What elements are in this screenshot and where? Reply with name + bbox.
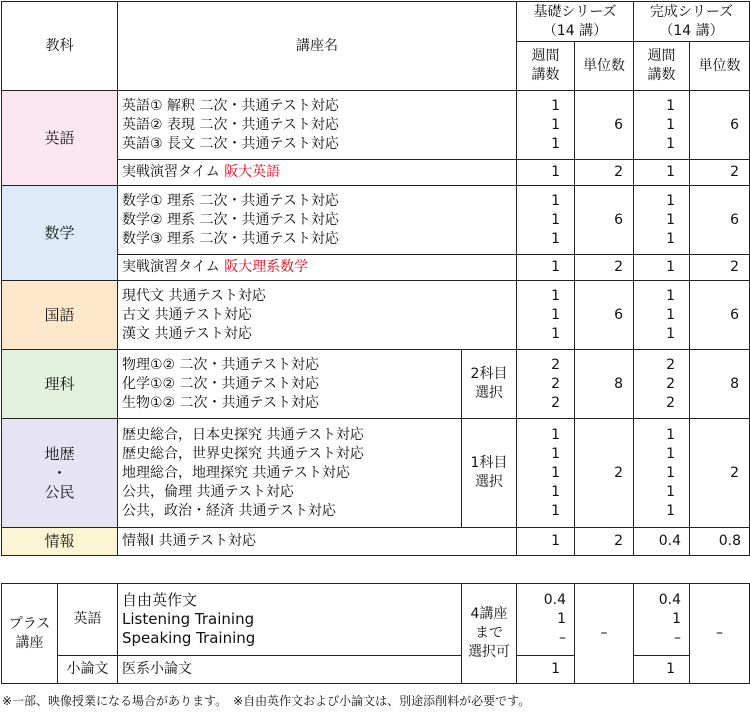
weekly-value: 1 <box>551 325 560 342</box>
weekly-value: 1 <box>551 230 560 247</box>
weekly-value: 1 <box>551 116 560 133</box>
course-item: 現代文 共通テスト対応 <box>122 287 266 304</box>
course-item: 自由英作文 <box>122 591 198 609</box>
weekly-value: 1 <box>551 445 560 462</box>
plus-basic-units: – <box>575 584 634 684</box>
course-item: 生物①② 二次・共通テスト対応 <box>122 394 319 411</box>
selection-line: 選択可 <box>468 644 510 660</box>
weekly-value: 2 <box>666 394 675 411</box>
selection-line: 1科目 <box>470 455 508 471</box>
math-practice-course <box>118 255 517 281</box>
weekly-value: – <box>559 630 566 646</box>
english-complete-weekly <box>634 91 690 160</box>
selection-line: 2科目 <box>470 366 508 382</box>
weekly-value: 1 <box>666 135 675 152</box>
math-practice-complete-weekly: 1 <box>634 255 690 281</box>
math-practice-basic-weekly: 1 <box>517 255 575 281</box>
plus-english-row <box>2 584 750 656</box>
plus-essay-row <box>2 656 750 684</box>
japanese-row <box>2 281 750 350</box>
plus-complete-weekly <box>634 584 690 656</box>
weekly-value: 2 <box>551 356 560 373</box>
selection-line: 4講座 <box>470 606 508 622</box>
plus-essay-basic-weekly: 1 <box>517 656 575 684</box>
info-basic-units: 2 <box>575 528 634 556</box>
english-basic-weekly <box>517 91 575 160</box>
course-item: 英語③ 長文 二次・共通テスト対応 <box>122 135 339 152</box>
header-complete-units: 単位数 <box>690 42 750 91</box>
social-row <box>2 419 750 528</box>
plus-course-table <box>1 583 750 684</box>
course-item: 英語① 解釈 二次・共通テスト対応 <box>122 97 339 114</box>
weekly-value: 1 <box>551 135 560 152</box>
english-courses <box>118 91 517 160</box>
social-complete-units: 2 <box>690 419 750 528</box>
plus-label-line: プラス <box>8 615 51 632</box>
weekly-value: 1 <box>666 230 675 247</box>
plus-essay-label: 小論文 <box>58 656 118 684</box>
weekly-value: 1 <box>666 445 675 462</box>
weekly-value: 2 <box>551 394 560 411</box>
subject-japanese: 国語 <box>2 281 118 350</box>
english-practice-complete-weekly: 1 <box>634 160 690 186</box>
weekly-value: – <box>674 630 681 646</box>
weekly-value: 1 <box>666 287 675 304</box>
header-basic-units: 単位数 <box>575 42 634 91</box>
math-courses <box>118 186 517 255</box>
plus-selection <box>462 584 517 684</box>
social-complete-weekly <box>634 419 690 528</box>
course-item: 物理①② 二次・共通テスト対応 <box>122 356 319 373</box>
weekly-value: 1 <box>666 325 675 342</box>
weekly-value: 2 <box>666 356 675 373</box>
course-item: 公共，政治・経済 共通テスト対応 <box>122 502 336 519</box>
subject-info: 情報 <box>2 528 118 556</box>
practice-prefix: 実戦演習タイム <box>122 259 220 275</box>
series-basic-title: 基礎シリーズ <box>533 3 617 20</box>
weekly-value: 1 <box>672 611 681 627</box>
english-basic-units: 6 <box>575 91 634 160</box>
header-basic-weekly <box>517 42 575 91</box>
weekly-value: 1 <box>551 464 560 481</box>
weekly-value: 1 <box>551 287 560 304</box>
plus-basic-weekly <box>517 584 575 656</box>
plus-english-label: 英語 <box>58 584 118 656</box>
course-item: 数学③ 理系 二次・共通テスト対応 <box>122 230 339 247</box>
selection-line: まで <box>475 625 503 641</box>
practice-highlight: 阪大英語 <box>224 164 281 180</box>
weekly-value: 1 <box>666 192 675 209</box>
practice-highlight: 阪大理系数学 <box>224 259 309 275</box>
weekly-value: 1 <box>551 211 560 228</box>
weekly-value: 1 <box>551 502 560 519</box>
plus-complete-units: – <box>690 584 750 684</box>
subject-label-line: 公民 <box>44 482 75 501</box>
science-basic-units: 8 <box>575 350 634 419</box>
selection-line: 選択 <box>475 385 503 401</box>
info-basic-weekly: 1 <box>517 528 575 556</box>
science-complete-units: 8 <box>690 350 750 419</box>
subject-math: 数学 <box>2 186 118 281</box>
weekly-value: 1 <box>551 483 560 500</box>
plus-essay-complete-weekly: 1 <box>634 656 690 684</box>
weekly-value: 1 <box>666 211 675 228</box>
science-complete-weekly <box>634 350 690 419</box>
subject-english: 英語 <box>2 91 118 186</box>
curriculum-table <box>1 1 750 556</box>
weekly-label-line1: 週間 <box>647 48 676 64</box>
info-course: 情報Ⅰ 共通テスト対応 <box>118 528 517 556</box>
course-item: 数学① 理系 二次・共通テスト対応 <box>122 192 339 209</box>
japanese-basic-units: 6 <box>575 281 634 350</box>
weekly-value: 0.4 <box>543 592 566 608</box>
subject-social <box>2 419 118 528</box>
science-courses <box>118 350 462 419</box>
english-practice-complete-units: 2 <box>690 160 750 186</box>
course-item: 化学①② 二次・共通テスト対応 <box>122 375 319 392</box>
math-basic-units: 6 <box>575 186 634 255</box>
course-item: 公共，倫理 共通テスト対応 <box>122 483 294 500</box>
subject-label-line: ・ <box>51 463 67 482</box>
weekly-value: 1 <box>666 306 675 323</box>
social-courses <box>118 419 462 528</box>
weekly-value: 1 <box>551 192 560 209</box>
weekly-value: 1 <box>666 97 675 114</box>
series-complete-count: （14 講） <box>659 22 724 39</box>
header-row <box>2 2 750 42</box>
course-item: 地理総合，地理探究 共通テスト対応 <box>122 464 350 481</box>
course-item: 漢文 共通テスト対応 <box>122 325 252 342</box>
header-course-name: 講座名 <box>118 2 517 91</box>
weekly-value: 1 <box>666 464 675 481</box>
math-complete-units: 6 <box>690 186 750 255</box>
math-basic-weekly <box>517 186 575 255</box>
course-item: 数学② 理系 二次・共通テスト対応 <box>122 211 339 228</box>
english-row <box>2 91 750 160</box>
science-selection <box>462 350 517 419</box>
japanese-basic-weekly <box>517 281 575 350</box>
japanese-complete-weekly <box>634 281 690 350</box>
weekly-label-line2: 講数 <box>531 67 560 83</box>
english-practice-basic-units: 2 <box>575 160 634 186</box>
weekly-value: 1 <box>666 483 675 500</box>
weekly-value: 1 <box>666 502 675 519</box>
weekly-value: 1 <box>557 611 566 627</box>
math-practice-complete-units: 2 <box>690 255 750 281</box>
weekly-value: 1 <box>551 426 560 443</box>
info-complete-units: 0.8 <box>690 528 750 556</box>
course-item: Speaking Training <box>122 629 256 647</box>
weekly-value: 1 <box>666 116 675 133</box>
japanese-complete-units: 6 <box>690 281 750 350</box>
math-complete-weekly <box>634 186 690 255</box>
weekly-value: 1 <box>666 426 675 443</box>
header-subject: 教科 <box>2 2 118 91</box>
weekly-label-line1: 週間 <box>531 48 560 64</box>
footnote: ※一部、映像授業になる場合があります。 ※自由英作文および小論文は、別途添削料が必要です。 <box>2 694 531 708</box>
math-practice-basic-units: 2 <box>575 255 634 281</box>
weekly-value: 0.4 <box>658 592 681 608</box>
course-item: 歴史総合，日本史探究 共通テスト対応 <box>122 426 364 443</box>
practice-prefix: 実戦演習タイム <box>122 164 220 180</box>
info-row <box>2 528 750 556</box>
english-complete-units: 6 <box>690 91 750 160</box>
plus-essay-course: 医系小論文 <box>118 656 462 684</box>
social-basic-units: 2 <box>575 419 634 528</box>
selection-line: 選択 <box>475 474 503 490</box>
social-selection <box>462 419 517 528</box>
series-basic-count: （14 講） <box>542 22 608 39</box>
plus-label-line: 講座 <box>15 634 44 651</box>
weekly-label-line2: 講数 <box>647 67 676 83</box>
weekly-value: 2 <box>551 375 560 392</box>
science-basic-weekly <box>517 350 575 419</box>
english-practice-course <box>118 160 517 186</box>
course-item: Listening Training <box>122 610 255 628</box>
science-row <box>2 350 750 419</box>
course-item: 古文 共通テスト対応 <box>122 306 252 323</box>
header-series-basic <box>517 2 634 42</box>
header-series-complete <box>634 2 750 42</box>
social-basic-weekly <box>517 419 575 528</box>
japanese-courses <box>118 281 517 350</box>
info-complete-weekly: 0.4 <box>634 528 690 556</box>
subject-label-line: 地歴 <box>44 444 75 463</box>
header-complete-weekly <box>634 42 690 91</box>
weekly-value: 1 <box>551 306 560 323</box>
english-practice-basic-weekly: 1 <box>517 160 575 186</box>
math-row <box>2 186 750 255</box>
series-complete-title: 完成シリーズ <box>649 3 734 20</box>
subject-science: 理科 <box>2 350 118 419</box>
weekly-value: 1 <box>551 97 560 114</box>
plus-english-courses <box>118 584 462 656</box>
course-item: 英語② 表現 二次・共通テスト対応 <box>122 116 339 133</box>
weekly-value: 2 <box>666 375 675 392</box>
plus-label <box>2 584 58 684</box>
course-item: 歴史総合，世界史探究 共通テスト対応 <box>122 445 364 462</box>
